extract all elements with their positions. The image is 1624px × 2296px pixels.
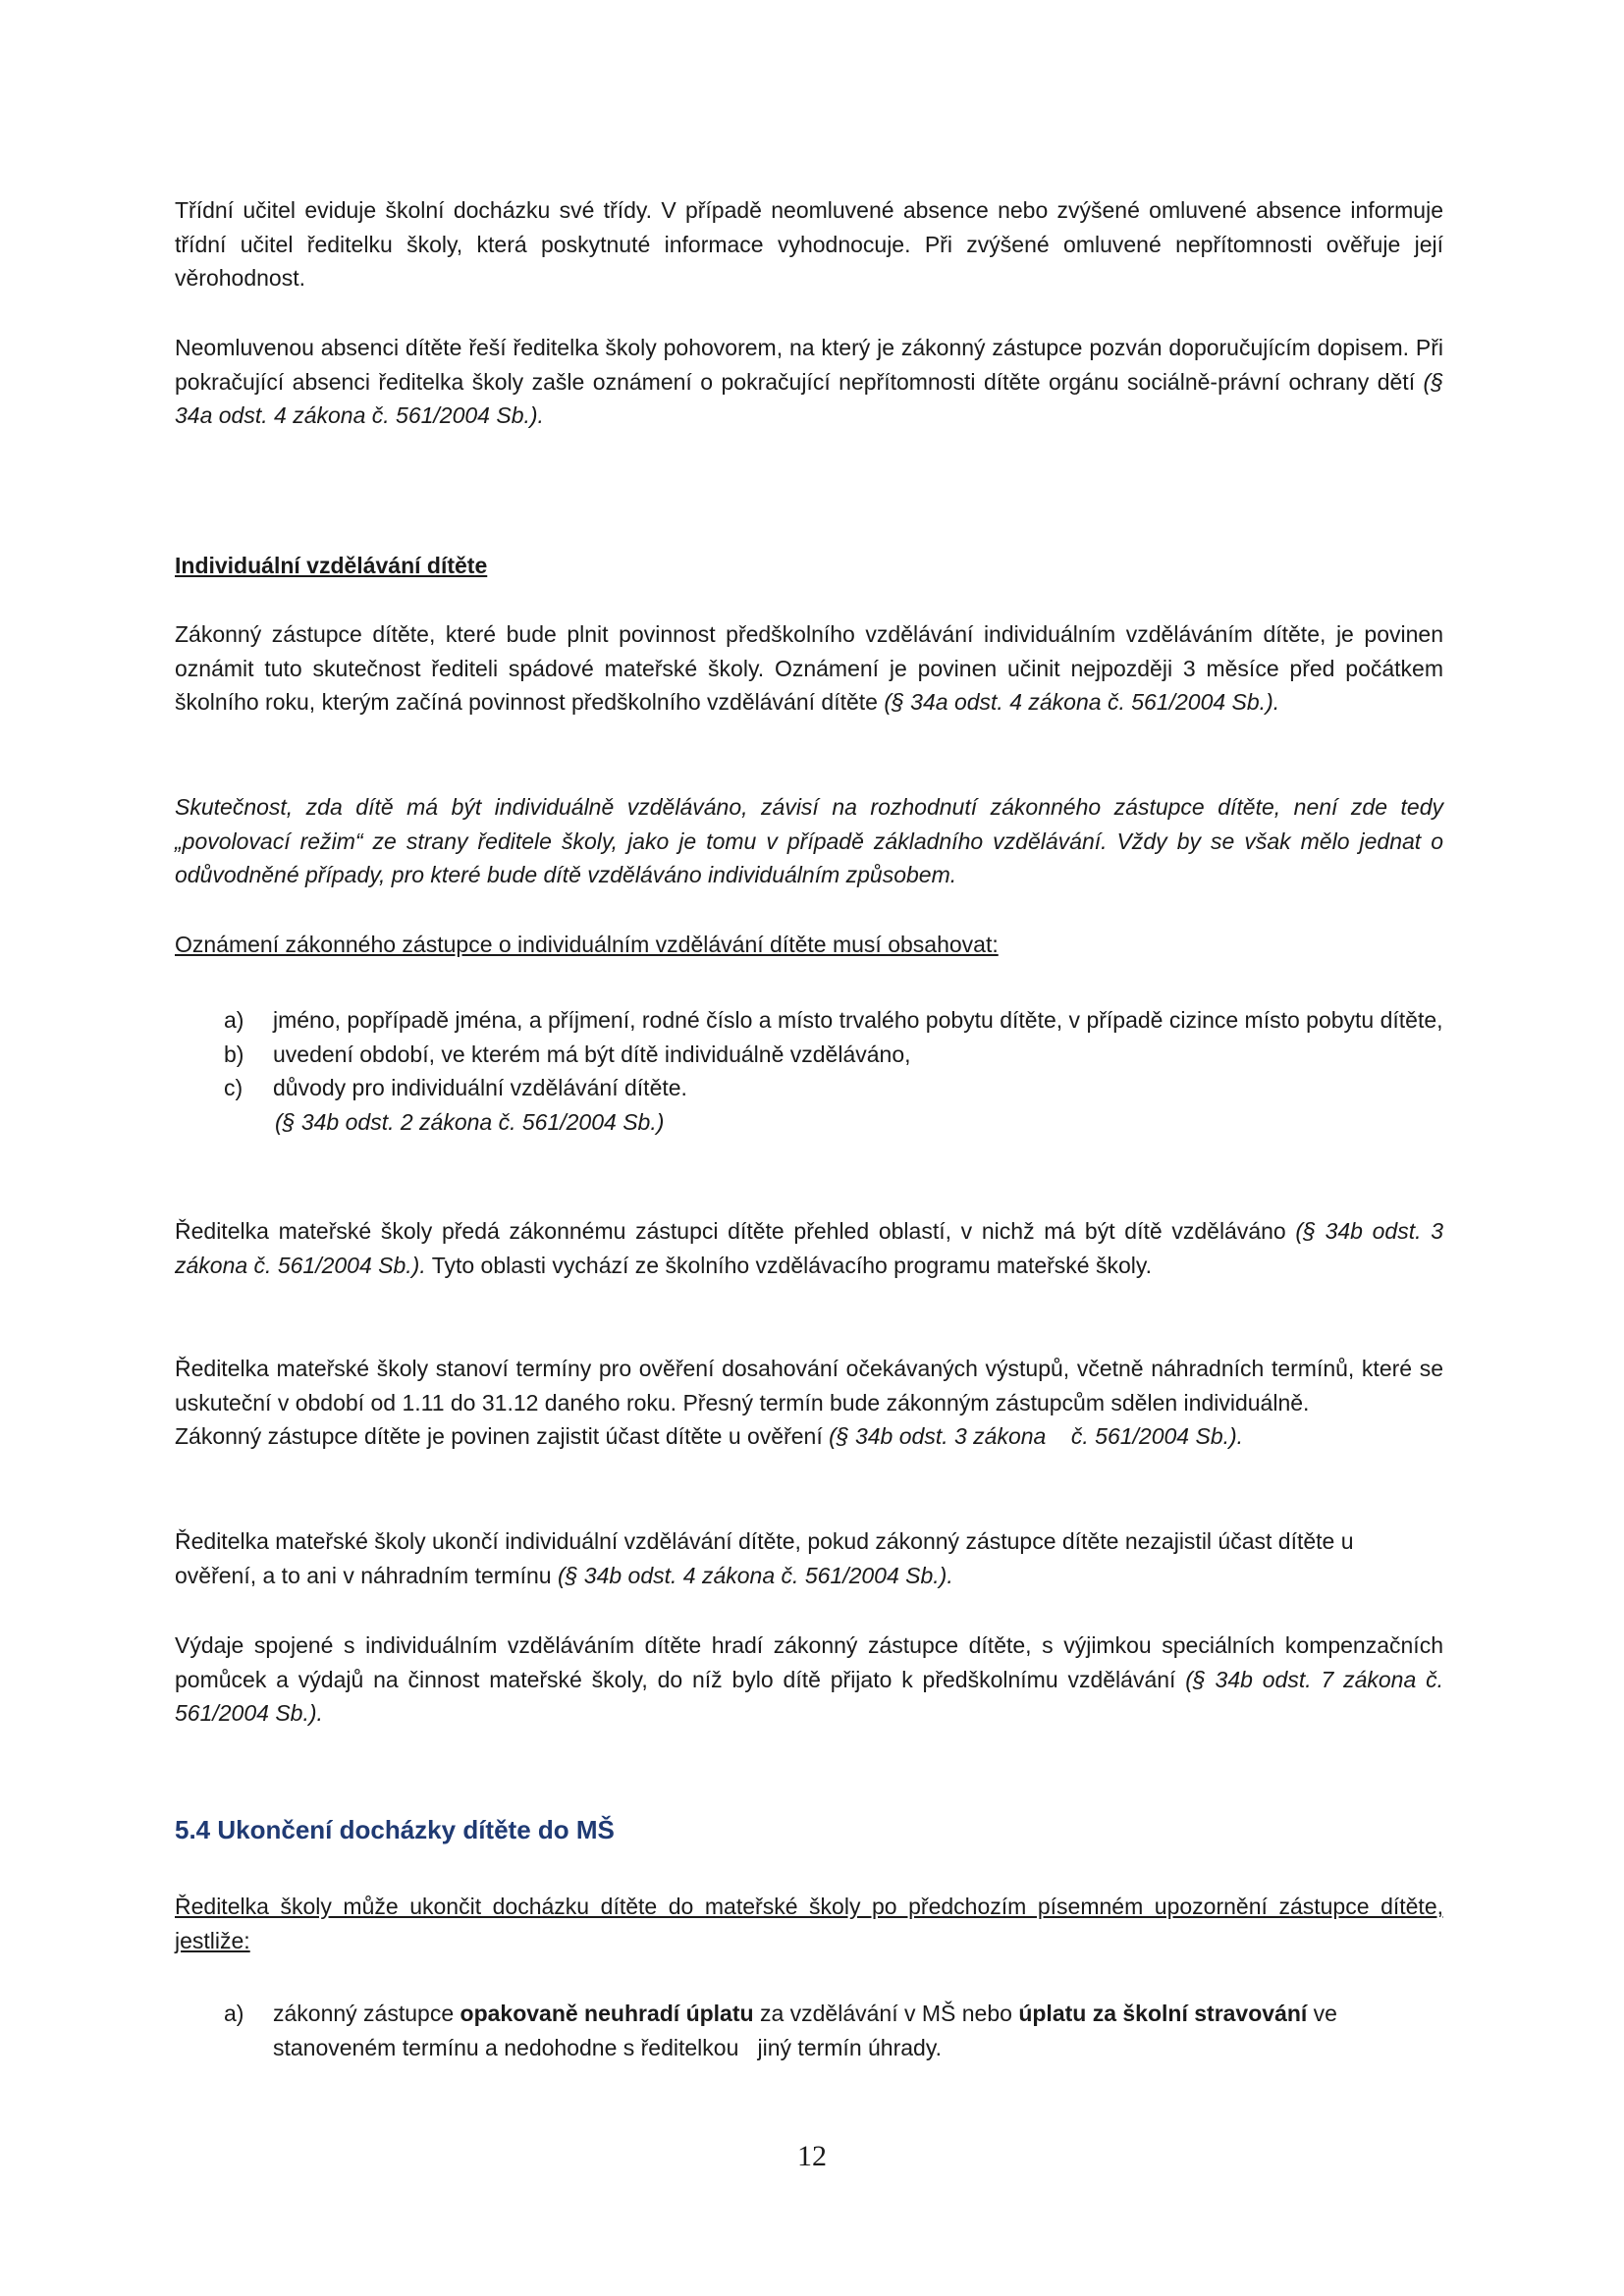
list-item bbox=[175, 1071, 1443, 1105]
list-item-text: uvedení období, ve kterém má být dítě individuálně vzděláváno, bbox=[273, 1041, 911, 1067]
legal-reference: (§ 34a odst. 4 zákona č. 561/2004 Sb.). bbox=[884, 689, 1280, 715]
list-item-text bbox=[273, 2001, 1343, 2060]
list-text-bold: opakovaně neuhradí úplatu bbox=[460, 2001, 754, 2026]
paragraph-text: Ředitelka mateřské školy ukončí individuální vzdělávání dítěte, pokud zákonný zástupce dítěte nezajistil účast dítěte u ověření, a to ani v náhradním termínu bbox=[175, 1528, 1354, 1588]
legal-reference: (§ 34b odst. 7 zákona č. 561/2004 Sb.). bbox=[175, 1666, 1443, 1726]
legal-reference: (§ 34b odst. 3 zákona č. 561/2004 Sb.). bbox=[175, 1218, 1443, 1278]
paragraph-unexcused-absence bbox=[175, 331, 1443, 433]
termination-conditions-list bbox=[175, 1997, 1443, 2064]
paragraph-text: Skutečnost, zda dítě má být individuálně vzděláváno, závisí na rozhodnutí zákonného zástupce dítěte, není zde tedy „povolovací režim“ ze strany ředitele školy, jako je tomu v případě základního vzdělávání. Vždy by se však mělo jednat o odůvodněné případy, pro které bude dítě vzděláváno individuálním způsobem. bbox=[175, 794, 1443, 887]
paragraph-notification-duty bbox=[175, 617, 1443, 720]
paragraph-text: Ředitelka školy může ukončit docházku dítěte do mateřské školy po předchozím písemném upozornění zástupce dítěte, jestliže: bbox=[175, 1894, 1443, 1953]
list-marker: c) bbox=[224, 1075, 244, 1100]
paragraph-text: Zákonný zástupce dítěte, které bude plnit povinnost předškolního vzdělávání individuálním vzděláváním dítěte, je povinen oznámit tuto skutečnost řediteli spádové mateřské školy. Oznámení je povinen učinit nejpozději 3 měsíce před počátkem školního roku, kterým začíná povinnost předškolního vzdělávání dítěte bbox=[175, 621, 1443, 715]
section-title: 5.4 Ukončení docházky dítěte do MŠ bbox=[175, 1815, 615, 1844]
list-marker: a) bbox=[224, 1007, 244, 1033]
paragraph-text-continued: Tyto oblasti vychází ze školního vzdělávacího programu mateřské školy. bbox=[425, 1252, 1153, 1278]
heading-individual-education bbox=[175, 549, 1443, 583]
paragraph-attendance bbox=[175, 193, 1443, 295]
list-item-text: jméno, popřípadě jména, a příjmení, rodné číslo a místo trvalého pobytu dítěte, v případě cizince místo pobytu dítěte, bbox=[273, 1007, 1443, 1033]
paragraph-text: Ředitelka mateřské školy stanoví termíny pro ověření dosahování očekávaných výstupů, včetně náhradních termínů, které se uskuteční v období od 1.11 do 31.12 daného roku. Přesný termín bude zákonným zástupcům sdělen individuálně. bbox=[175, 1356, 1443, 1415]
page-number: 12 bbox=[797, 2140, 827, 2172]
paragraph-decision-italic bbox=[175, 790, 1443, 892]
legal-reference: (§ 34b odst. 2 zákona č. 561/2004 Sb.) bbox=[275, 1108, 665, 1135]
list-item bbox=[175, 1038, 1443, 1072]
legal-reference: (§ 34a odst. 4 zákona č. 561/2004 Sb.). bbox=[175, 368, 1443, 428]
list-text-bold: úplatu za školní stravování bbox=[1018, 2001, 1308, 2026]
paragraph-text: Zákonný zástupce dítěte je povinen zajistit účast dítěte u ověření bbox=[175, 1423, 830, 1449]
notification-content-list bbox=[175, 1003, 1443, 1139]
list-marker: b) bbox=[224, 1041, 244, 1067]
list-marker: a) bbox=[224, 2001, 244, 2026]
list-text-part: za vzdělávání v MŠ nebo bbox=[753, 2001, 1019, 2026]
paragraph-termination-conditions bbox=[175, 1890, 1443, 1957]
list-reference-row bbox=[175, 1105, 1443, 1140]
heading-text: Individuální vzdělávání dítěte bbox=[175, 553, 488, 578]
paragraph-text: Ředitelka mateřské školy předá zákonnému zástupci dítěte přehled oblastí, v nichž má být dítě vzděláváno bbox=[175, 1218, 1296, 1244]
paragraph-expenses bbox=[175, 1629, 1443, 1731]
subheading-text: Oznámení zákonného zástupce o individuálním vzdělávání dítěte musí obsahovat: bbox=[175, 932, 999, 957]
list-item bbox=[175, 1997, 1443, 2064]
list-text-part: ve stanoveném termínu a nedohodne s ředitelkou jiný termín úhrady. bbox=[273, 2001, 1344, 2060]
paragraph-text: Výdaje spojené s individuálním vzděláváním dítěte hradí zákonný zástupce dítěte, s výjimkou speciálních kompenzačních pomůcek a výdajů na činnost mateřské školy, do níž bylo dítě přijato k předškolnímu vzdělávání bbox=[175, 1632, 1443, 1692]
paragraph-areas-overview bbox=[175, 1214, 1443, 1282]
list-text-part: zákonný zástupce bbox=[273, 2001, 460, 2026]
paragraph-text: Třídní učitel eviduje školní docházku své třídy. V případě neomluvené absence nebo zvýšené omluvené absence informuje třídní učitel ředitelku školy, která poskytnuté informace vyhodnocuje. Při zvýšené omluvené nepřítomnosti ověřuje její věrohodnost. bbox=[175, 197, 1443, 291]
paragraph-verification-dates bbox=[175, 1352, 1443, 1454]
legal-reference: (§ 34b odst. 3 zákona č. 561/2004 Sb.). bbox=[829, 1423, 1244, 1449]
paragraph-termination-individual bbox=[175, 1524, 1443, 1592]
section-heading bbox=[175, 1813, 1443, 1847]
legal-reference: (§ 34b odst. 4 zákona č. 561/2004 Sb.). bbox=[557, 1562, 953, 1588]
paragraph-text: Neomluvenou absenci dítěte řeší ředitelka školy pohovorem, na který je zákonný zástupce pozván doporučujícím dopisem. Při pokračující absenci ředitelka školy zašle oznámení o pokračující nepřítomnosti dítěte orgánu sociálně-právní ochrany dětí bbox=[175, 335, 1443, 395]
list-item-text: důvody pro individuální vzdělávání dítěte. bbox=[273, 1075, 687, 1100]
subheading-notification-content bbox=[175, 928, 1443, 962]
list-item bbox=[175, 1003, 1443, 1038]
